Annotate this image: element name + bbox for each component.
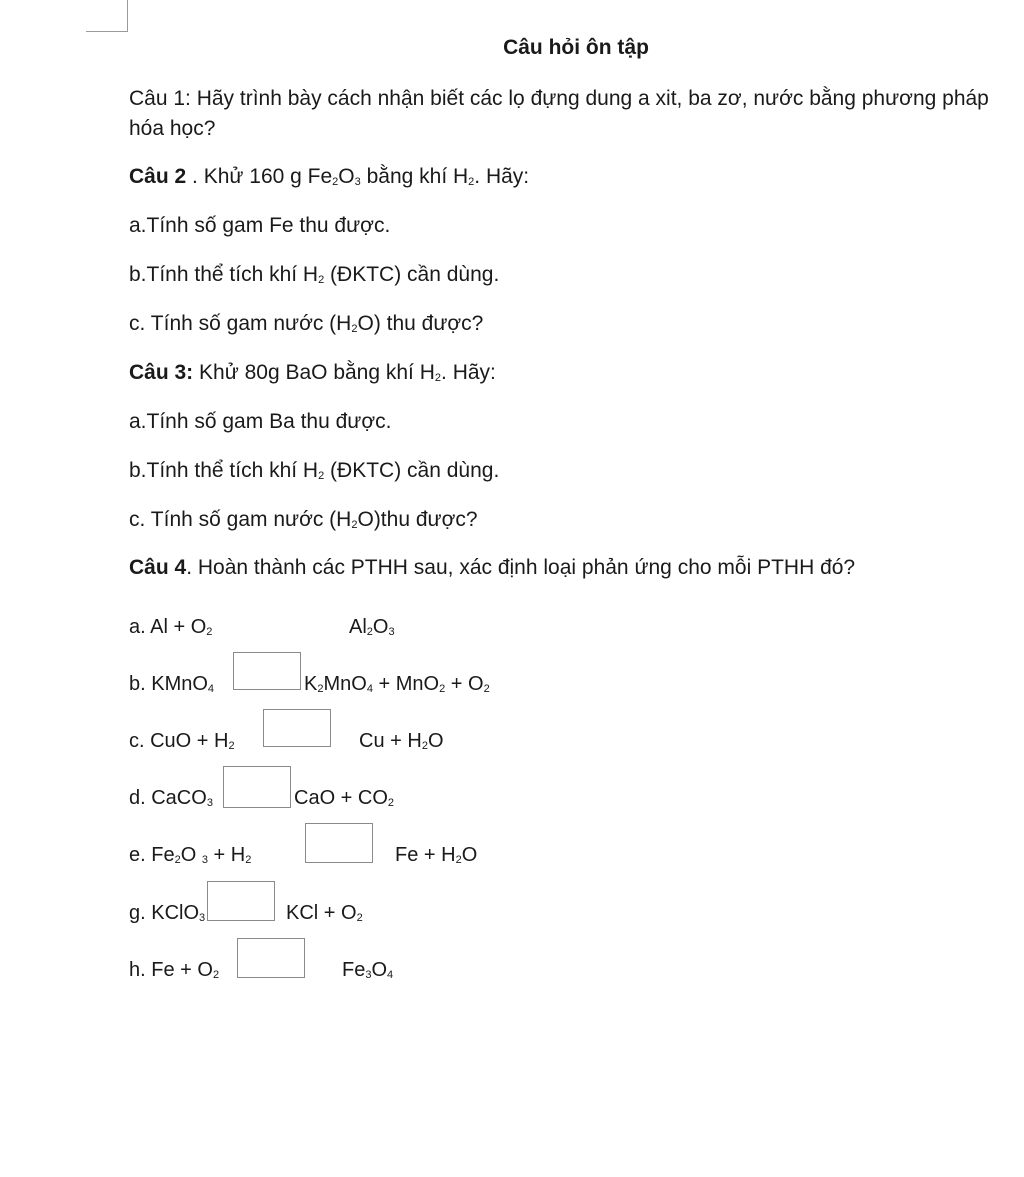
equation-h-arrow-box [237,938,305,978]
equation-g-reactants: g. KClO$_3$ [129,902,206,924]
equation-d-arrow-box [223,766,291,808]
question-2-label: Câu 2 [129,165,187,188]
question-4-label: Câu 4 [129,556,187,579]
question-4: Câu 4. Hoàn thành các PTHH sau, xác định loại phản ứng cho mỗi PTHH đó? [129,556,856,579]
equation-e-arrow-box [305,823,373,863]
equation-c-reactants: c. CuO + $H_2$ [129,730,235,752]
equation-c-arrow-box [263,709,331,747]
equation-h-reactants: h. $Fe + O_2$ [129,959,220,981]
question-2-part-a: a.Tính số gam Fe thu được. [129,214,391,237]
equation-c-products: $Cu + H_2O$ [359,730,444,752]
question-2-intro: Câu 2 . Khử 160 g $Fe_2O_3$ bằng khí $H_2$. Hãy: [129,165,530,188]
question-1: Câu 1: Hãy trình bày cách nhận biết các lọ đựng dung a xit, ba zơ, nước bằng phương pháp hóa học? [129,87,989,140]
equation-d-products: CaO + $CO_2$ [294,787,395,809]
equation-b-arrow-box [233,652,301,690]
question-3-part-c: c. Tính số gam nước $(H_2O)thu$ được? [129,508,478,531]
document-title: Câu hỏi ôn tập [503,36,649,59]
question-3-part-b: b.Tính thể tích khí $H_2$ (ĐKTC) cần dùng. [129,459,500,482]
page-corner-mark [86,0,128,32]
question-3-part-a: a.Tính số gam Ba thu được. [129,410,392,433]
question-3-intro: Câu 3: Khử 80g BaO bằng khí $H_2$. Hãy: [129,361,496,384]
equation-b-reactants: b. KMnO$_4$ [129,673,215,695]
equation-a-products: $Al_2O_3$ [349,616,395,638]
equation-b-products: $K_2MnO_4 + MnO_2 + O_2$ [304,673,490,695]
equation-e-products: $Fe + H_2O$ [395,844,478,866]
question-2-part-c: c. Tính số gam nước $(H_2O)$ thu được? [129,312,484,335]
equation-a-reactants: a. $Al + O_2$ [129,616,213,638]
equation-e-reactants: e. $Fe_2O$ $_3 + H_2$ [129,844,252,866]
equation-g-products: KCl + $O_2$ [286,902,363,924]
equation-g-arrow-box [207,881,275,921]
question-3-label: Câu 3: [129,361,194,384]
question-2-part-b: b.Tính thể tích khí $H_2$ (ĐKTC) cần dùng. [129,263,500,286]
equation-h-products: $Fe_3O_4$ [342,959,394,981]
equation-d-reactants: d. CaCO$_3$ [129,787,213,809]
